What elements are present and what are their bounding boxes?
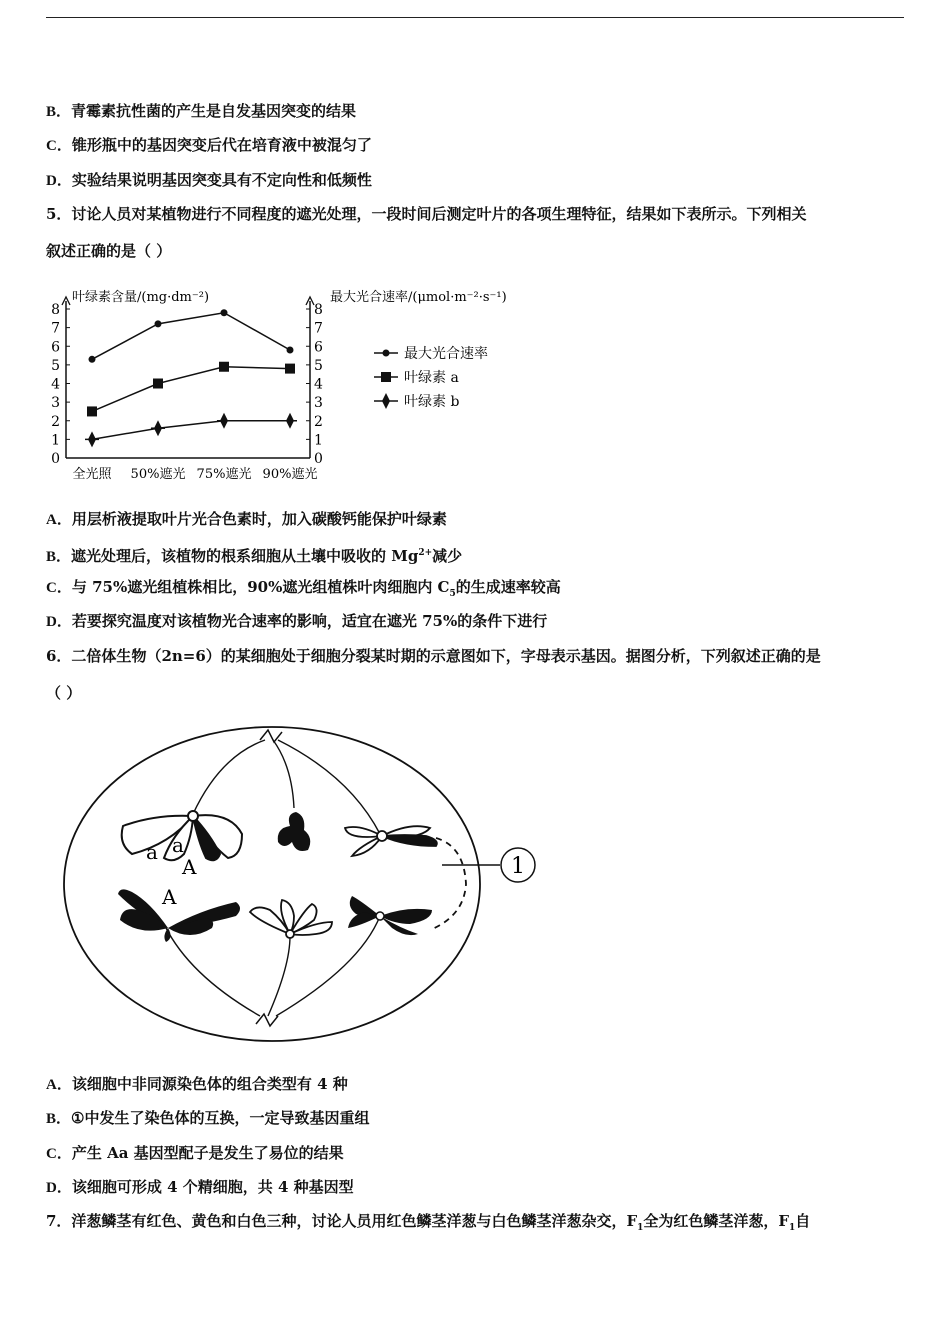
series-line-2: [92, 367, 290, 412]
subscript: 5: [449, 589, 456, 599]
q5-option-d[interactable]: [46, 611, 906, 632]
x-tick-label: 90%遮光: [262, 467, 318, 482]
chromosome-upper-right: [345, 826, 437, 856]
y-tick-label-left: 6: [51, 339, 60, 356]
data-point: [89, 356, 96, 363]
y-tick-label-right: 8: [314, 302, 323, 318]
y-tick-label-left: 0: [51, 451, 60, 467]
data-point: [287, 346, 294, 353]
y-tick-label-right: 4: [314, 376, 323, 393]
option-label: B．: [46, 104, 72, 120]
legend-marker: [383, 350, 390, 357]
subscript: 1: [789, 1223, 796, 1233]
y-axis-label-right: 最大光合速率/(μmol·m⁻²·s⁻¹): [330, 290, 507, 305]
q6-option-a[interactable]: [46, 1074, 906, 1095]
option-label: C．: [46, 1146, 72, 1162]
option-text: 青霉素抗性菌的产生是自发基因突变的结果: [71, 102, 357, 120]
cell-division-diagram: [60, 716, 550, 1056]
q5-chart: [44, 285, 579, 485]
cell-membrane: [64, 727, 480, 1041]
y-tick-label-left: 5: [51, 357, 60, 374]
q7-stem-line1: [46, 1211, 906, 1238]
option-label: D．: [46, 1180, 72, 1196]
y-tick-label-left: 2: [51, 413, 60, 430]
q7-text-2: 全为红色鳞茎洋葱，F: [643, 1212, 790, 1230]
chromosome-lower-middle: [250, 900, 332, 938]
y-tick-label-left: 1: [51, 432, 60, 449]
q6-option-d[interactable]: [46, 1177, 906, 1198]
q5-stem-line1: 5．讨论人员对某植物进行不同程度的遮光处理，一段时间后测定叶片的各项生理特征，结果如下表所示。下列相关: [46, 205, 807, 223]
q5-stem-line2: 叙述正确的是（ ）: [46, 242, 172, 260]
option-text: 实验结果说明基因突变具有不定向性和低频性: [71, 171, 372, 189]
data-point: [221, 309, 228, 316]
gene-label-A1: A: [182, 855, 197, 879]
y-tick-label-left: 4: [51, 376, 60, 393]
q7-text-1: 7．洋葱鳞茎有红色、黄色和白色三种，讨论人员用红色鳞茎洋葱与白色鳞茎洋葱杂交，F: [46, 1212, 638, 1230]
option-text-end: 的生成速率较高: [455, 578, 561, 596]
data-point: [87, 406, 97, 416]
y-tick-label-right: 7: [314, 320, 323, 337]
data-point: [219, 362, 229, 372]
spindle-fibers: [165, 740, 380, 1016]
q4-option-c[interactable]: [46, 135, 906, 156]
option-label: C．: [46, 138, 72, 154]
y-tick-label-right: 1: [314, 432, 323, 449]
y-tick-label-left: 8: [51, 302, 60, 318]
q5-option-c[interactable]: [46, 577, 906, 604]
y-tick-label-right: 5: [314, 357, 323, 374]
x-tick-label: 50%遮光: [130, 467, 186, 482]
y-tick-label-right: 2: [314, 413, 323, 430]
line-chart: [44, 285, 579, 485]
circled-marker-label: 1: [511, 854, 525, 879]
subscript: 1: [637, 1223, 644, 1233]
data-point: [155, 320, 162, 327]
chromosome-upper-middle: [278, 812, 311, 851]
legend-label: 叶绿素 b: [404, 394, 460, 410]
data-point: [153, 379, 163, 389]
gene-label-a2: a: [172, 833, 184, 857]
option-text: ①中发生了染色体的互换，一定导致基因重组: [71, 1109, 370, 1127]
option-text: 用层析液提取叶片光合色素时，加入碳酸钙能保护叶绿素: [71, 510, 447, 528]
x-tick-label: 全光照: [72, 467, 112, 482]
y-tick-label-right: 0: [314, 451, 323, 467]
option-label: A．: [46, 512, 72, 528]
crossover-region: [430, 838, 466, 930]
option-label: C．: [46, 580, 72, 596]
q4-option-b[interactable]: [46, 101, 906, 122]
chromosome-lower-right: [348, 896, 432, 935]
y-tick-label-left: 3: [51, 395, 60, 412]
q6-option-b[interactable]: [46, 1108, 906, 1129]
option-label: A．: [46, 1077, 72, 1093]
y-axis-label-left: 叶绿素含量/(mg·dm⁻²): [72, 290, 210, 305]
q6-stem-line1: 6．二倍体生物（2n=6）的某细胞处于细胞分裂某时期的示意图如下，字母表示基因。据图分析，下列叙述正确的是: [46, 647, 821, 665]
chromosome-lower-left: [118, 889, 240, 942]
option-text: 与 75%遮光组植株相比，90%遮光组植株叶肉细胞内 C: [71, 578, 450, 596]
superscript: 2+: [418, 548, 433, 558]
legend-marker: [381, 372, 391, 382]
series-line-3: [92, 421, 290, 440]
q5-option-a[interactable]: [46, 509, 906, 530]
cell-svg: [60, 716, 550, 1056]
q5-option-b[interactable]: [46, 543, 906, 567]
option-text: 遮光处理后，该植物的根系细胞从土壤中吸收的 Mg: [71, 547, 419, 565]
series-line-1: [92, 313, 290, 360]
x-tick-label: 75%遮光: [196, 467, 252, 482]
q4-option-d[interactable]: [46, 170, 906, 191]
option-text: 锥形瓶中的基因突变后代在培育液中被混匀了: [71, 136, 372, 154]
y-tick-label-right: 3: [314, 395, 323, 412]
data-point: [285, 364, 295, 374]
y-tick-label-left: 7: [51, 320, 60, 337]
option-label: B．: [46, 1111, 72, 1127]
option-text: 该细胞可形成 4 个精细胞，共 4 种基因型: [71, 1178, 354, 1196]
option-label: D．: [46, 614, 72, 630]
y-tick-label-right: 6: [314, 339, 323, 356]
option-text: 产生 Aa 基因型配子是发生了易位的结果: [71, 1144, 344, 1162]
option-label: B．: [46, 549, 72, 565]
legend-label: 叶绿素 a: [404, 370, 459, 386]
legend-label: 最大光合速率: [404, 346, 488, 362]
legend-marker: [382, 393, 390, 409]
option-label: D．: [46, 173, 72, 189]
option-text-end: 减少: [432, 547, 463, 565]
header-rule: [46, 17, 904, 18]
q7-text-3: 自: [795, 1212, 811, 1230]
q6-stem-line2: （ ）: [46, 684, 82, 702]
option-text: 若要探究温度对该植物光合速率的影响，适宜在遮光 75%的条件下进行: [71, 612, 548, 630]
q6-option-c[interactable]: [46, 1143, 906, 1164]
gene-label-A2: A: [162, 885, 177, 909]
option-text: 该细胞中非同源染色体的组合类型有 4 种: [71, 1075, 348, 1093]
gene-label-a1: a: [146, 840, 158, 864]
